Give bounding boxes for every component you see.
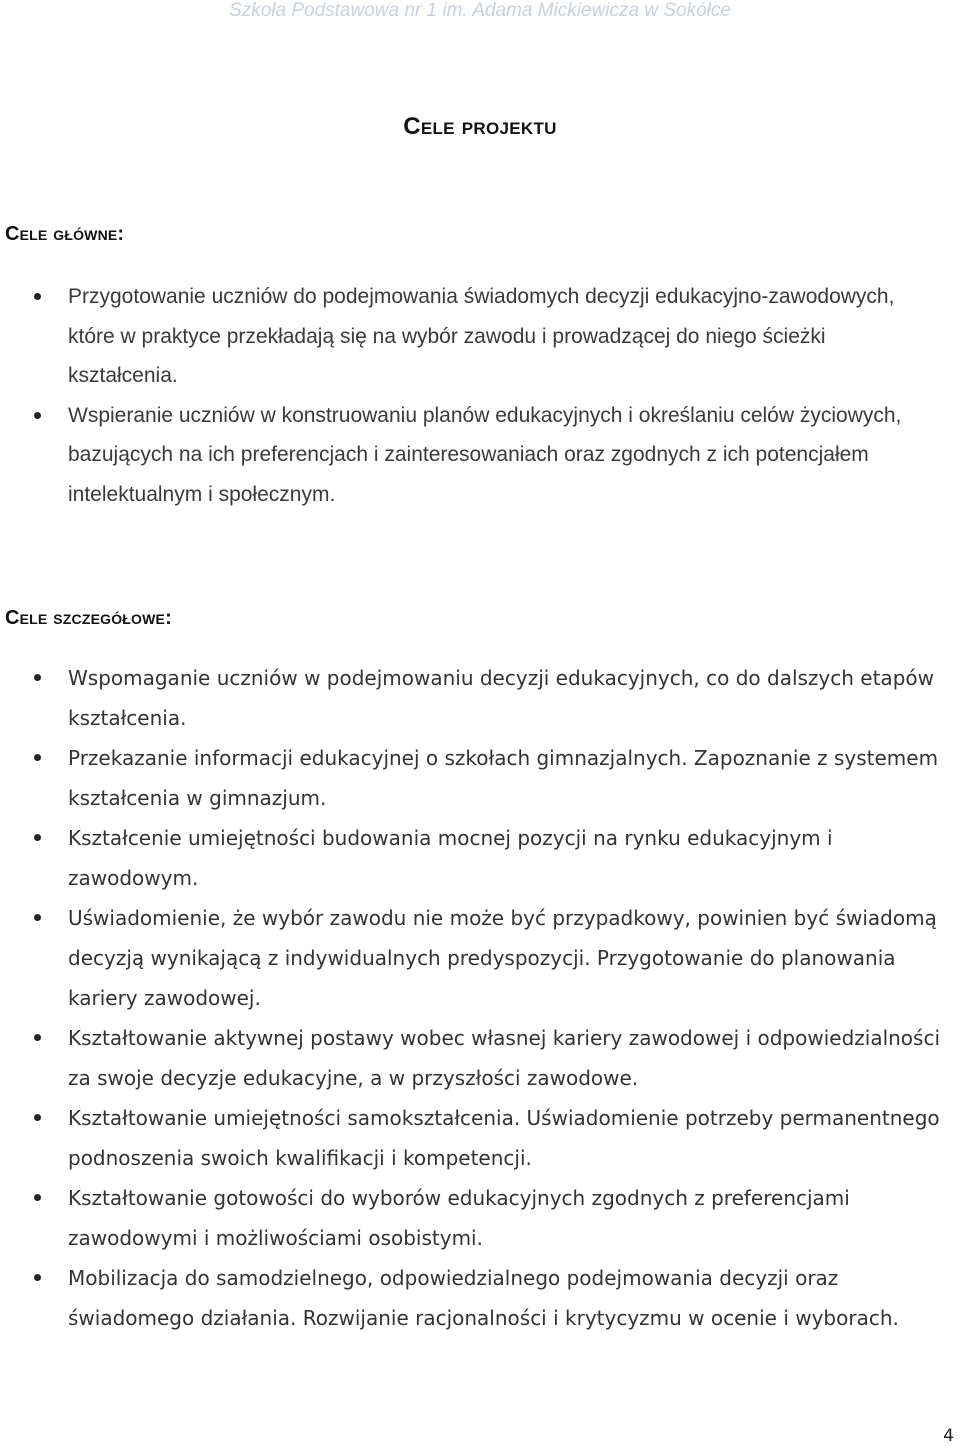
list-item-text: Wspieranie uczniów w konstruowaniu planów edukacyjnych i określaniu celów życiowych, bazujących na ich preferencjach i zainteresowaniach oraz zgodnych z ich potencjałem intelektualnym i społecznym. xyxy=(68,403,902,506)
main-goals-heading: Cele główne: xyxy=(5,223,125,245)
list-item xyxy=(0,738,940,818)
list-item xyxy=(0,1098,940,1178)
bullet-icon xyxy=(34,1114,41,1121)
bullet-icon xyxy=(34,1274,41,1281)
list-item xyxy=(0,1178,940,1258)
bullet-icon xyxy=(34,834,41,841)
list-item xyxy=(0,898,940,1018)
list-item-text: Kształcenie umiejętności budowania mocnej pozycji na rynku edukacyjnym i zawodowym. xyxy=(68,826,833,890)
page-header: Szkoła Podstawowa nr 1 im. Adama Mickiewicza w Sokółce xyxy=(229,0,731,21)
list-item xyxy=(0,818,940,898)
bullet-icon xyxy=(34,412,41,419)
list-item xyxy=(0,396,940,515)
list-item-text: Kształtowanie umiejętności samokształcenia. Uświadomienie potrzeby permanentnego podnoszenia swoich kwalifikacji i kompetencji. xyxy=(68,1106,940,1170)
bullet-icon xyxy=(34,293,41,300)
list-item-text: Wspomaganie uczniów w podejmowaniu decyzji edukacyjnych, co do dalszych etapów kształcenia. xyxy=(68,666,934,730)
page-number: 4 xyxy=(943,1426,954,1446)
list-item xyxy=(0,1018,940,1098)
bullet-icon xyxy=(34,914,41,921)
main-goals-list xyxy=(0,277,940,514)
list-item xyxy=(0,277,940,396)
bullet-icon xyxy=(34,754,41,761)
bullet-icon xyxy=(34,674,41,681)
detailed-goals-list xyxy=(0,658,940,1338)
bullet-icon xyxy=(34,1194,41,1201)
list-item-text: Uświadomienie, że wybór zawodu nie może być przypadkowy, powinien być świadomą decyzją wynikającą z indywidualnych predyspozycji. Przygotowanie do planowania kariery zawodowej. xyxy=(68,906,937,1010)
list-item-text: Przygotowanie uczniów do podejmowania świadomych decyzji edukacyjno-zawodowych, które w praktyce przekładają się na wybór zawodu i prowadzącej do niego ścieżki kształcenia. xyxy=(68,285,895,387)
list-item xyxy=(0,658,940,738)
list-item xyxy=(0,1258,940,1338)
document-title: Cele projektu xyxy=(403,113,557,140)
bullet-icon xyxy=(34,1034,41,1041)
list-item-text: Przekazanie informacji edukacyjnej o szkołach gimnazjalnych. Zapoznanie z systemem kształcenia w gimnazjum. xyxy=(68,746,939,810)
list-item-text: Mobilizacja do samodzielnego, odpowiedzialnego podejmowania decyzji oraz świadomego działania. Rozwijanie racjonalności i krytycyzmu w ocenie i wyborach. xyxy=(68,1266,899,1330)
list-item-text: Kształtowanie gotowości do wyborów edukacyjnych zgodnych z preferencjami zawodowymi i możliwościami osobistymi. xyxy=(68,1186,850,1250)
list-item-text: Kształtowanie aktywnej postawy wobec własnej kariery zawodowej i odpowiedzialności za swoje decyzje edukacyjne, a w przyszłości zawodowe. xyxy=(68,1026,941,1090)
detailed-goals-heading: Cele szczegółowe: xyxy=(5,607,172,629)
